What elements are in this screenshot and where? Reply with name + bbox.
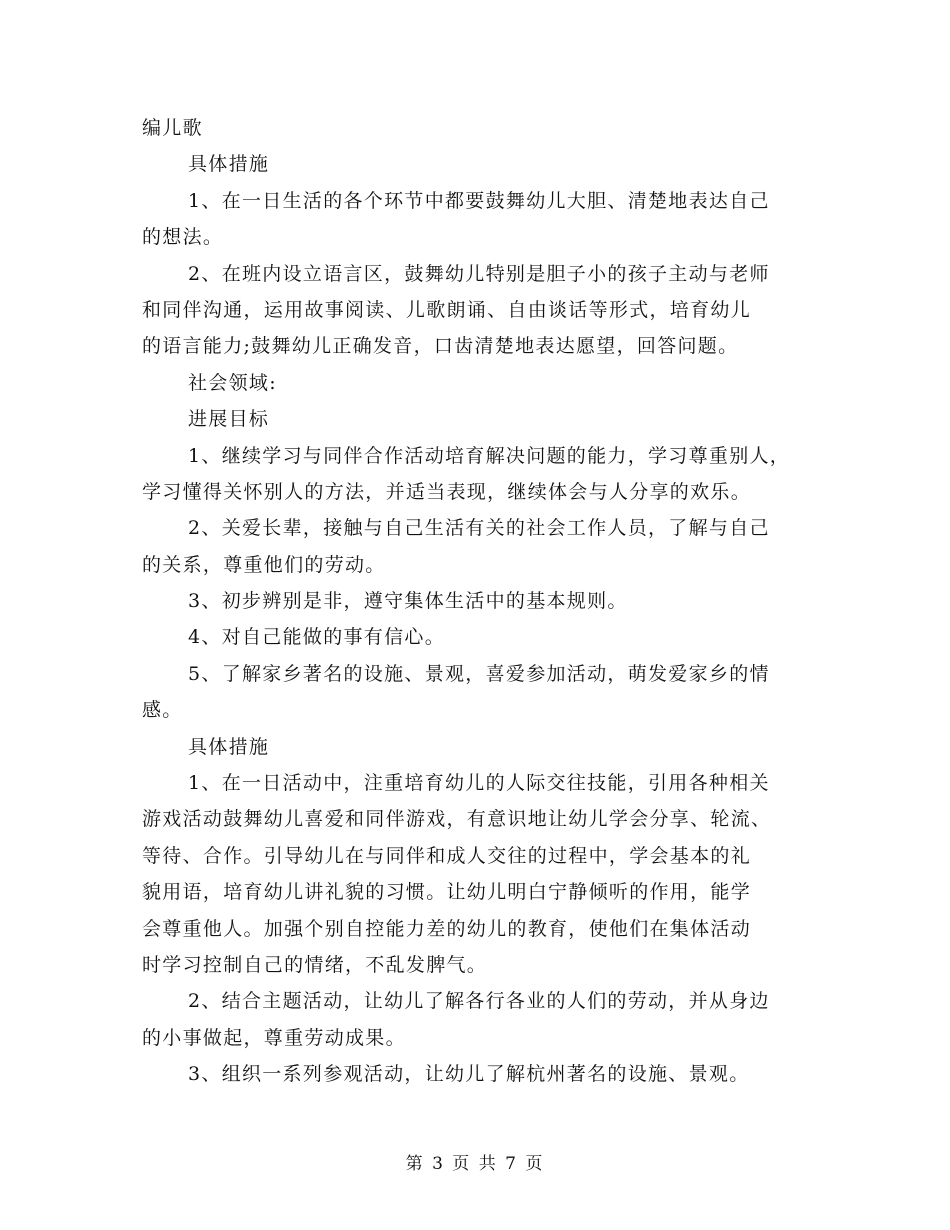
text-line: 1、继续学习与同伴合作活动培育解决问题的能力，学习尊重别人， — [188, 444, 791, 467]
text-line: 感。 — [142, 699, 183, 722]
text-line: 和同伴沟通，运用故事阅读、儿歌朗诵、自由谈话等形式，培育幼儿 — [142, 298, 752, 321]
text-line: 的想法。 — [142, 226, 224, 249]
text-line: 5、了解家乡著名的设施、景观，喜爱参加活动，萌发爱家乡的情 — [188, 662, 770, 685]
text-line: 社会领域: — [188, 371, 277, 394]
text-line: 的小事做起，尊重劳动成果。 — [142, 1026, 406, 1049]
text-line: 2、结合主题活动，让幼儿了解各行各业的人们的劳动，并从身边 — [188, 990, 770, 1013]
text-line: 3、初步辨别是非，遵守集体生活中的基本规则。 — [188, 590, 628, 613]
text-line: 2、在班内设立语言区，鼓舞幼儿特别是胆子小的孩子主动与老师 — [188, 262, 770, 285]
document-body — [142, 110, 822, 1093]
text-line: 游戏活动鼓舞幼儿喜爱和同伴游戏，有意识地让幼儿学会分享、轮流、 — [142, 808, 772, 831]
page-number: 第 3 页 共 7 页 — [405, 1154, 545, 1174]
text-line: 学习懂得关怀别人的方法，并适当表现，继续体会与人分享的欢乐。 — [142, 480, 752, 503]
text-line: 的语言能力;鼓舞幼儿正确发音，口齿清楚地表达愿望，回答问题。 — [142, 335, 739, 358]
text-line: 3、组织一系列参观活动，让幼儿了解杭州著名的设施、景观。 — [188, 1063, 750, 1086]
text-line: 4、对自己能做的事有信心。 — [188, 626, 445, 649]
text-line: 等待、合作。引导幼儿在与同伴和成人交往的过程中，学会基本的礼 — [142, 844, 752, 867]
text-line: 1、在一日活动中，注重培育幼儿的人际交往技能，引用各种相关 — [188, 772, 770, 795]
text-line: 会尊重他人。加强个别自控能力差的幼儿的教育，使他们在集体活动 — [142, 917, 752, 940]
text-line: 编儿歌 — [142, 117, 203, 139]
text-line: 貌用语，培育幼儿讲礼貌的习惯。让幼儿明白宁静倾听的作用，能学 — [142, 881, 752, 904]
text-line: 具体措施 — [188, 153, 270, 176]
text-line: 进展目标 — [188, 408, 270, 431]
text-line: 具体措施 — [188, 735, 270, 758]
text-line: 2、关爱长辈，接触与自己生活有关的社会工作人员，了解与自己 — [188, 517, 770, 540]
text-line: 1、在一日生活的各个环节中都要鼓舞幼儿大胆、清楚地表达自己 — [188, 189, 770, 212]
text-line: 时学习控制自己的情绪，不乱发脾气。 — [142, 953, 488, 976]
text-line: 的关系，尊重他们的劳动。 — [142, 553, 386, 576]
